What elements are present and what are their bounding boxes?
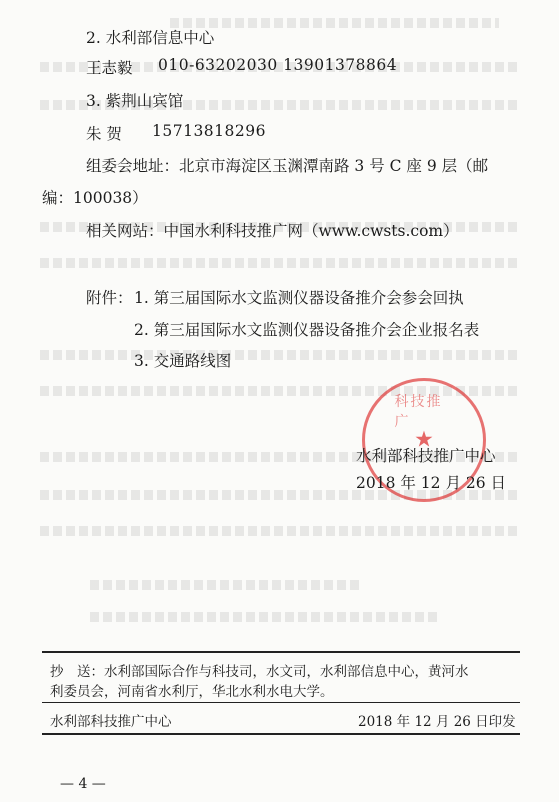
contact-item-3-title: 3. 紫荆山宾馆 <box>86 92 184 110</box>
cc-bottom-rule <box>42 702 520 703</box>
cc-top-rule <box>42 651 520 653</box>
issuer-bottom-rule <box>42 733 520 735</box>
attachment-item-3: 3. 交通路线图 <box>134 352 232 370</box>
bleed-through <box>40 526 519 536</box>
contact-item-3-person: 朱 贺 <box>86 125 122 143</box>
bleed-through <box>170 18 499 28</box>
bleed-through <box>90 612 439 622</box>
page-number: — 4 — <box>60 776 106 792</box>
seal-star-icon: ★ <box>414 427 434 453</box>
attachment-item-2: 2. 第三届国际水文监测仪器设备推介会企业报名表 <box>134 321 480 339</box>
website-line: 相关网站：中国水利科技推广网（www.cwsts.com） <box>86 222 459 240</box>
bleed-through <box>90 580 359 590</box>
contact-item-2-title: 2. 水利部信息中心 <box>86 29 215 47</box>
contact-item-3-phone: 15713818296 <box>152 122 266 140</box>
attachments-label: 附件： <box>86 289 133 307</box>
seal-text: 科技推广 <box>394 394 443 430</box>
signature-date: 2018 年 12 月 26 日 <box>356 474 507 492</box>
signature-org: 水利部科技推广中心 <box>356 447 496 465</box>
contact-item-2-phones: 010-63202030 13901378864 <box>158 56 398 74</box>
address-line-1: 组委会地址：北京市海淀区玉渊潭南路 3 号 C 座 9 层（邮 <box>86 157 489 175</box>
bleed-through <box>40 258 519 268</box>
issuer-date: 2018 年 12 月 26 日印发 <box>358 714 516 730</box>
bleed-through <box>40 350 519 360</box>
address-line-2: 编：100038） <box>42 189 148 207</box>
issuer-org: 水利部科技推广中心 <box>50 714 172 730</box>
cc-line-2: 利委员会，河南省水利厅，华北水利水电大学。 <box>50 684 334 700</box>
attachment-item-1: 1. 第三届国际水文监测仪器设备推介会参会回执 <box>134 289 464 307</box>
contact-item-2-person: 王志毅 <box>86 59 133 77</box>
cc-line-1: 抄 送：水利部国际合作与科技司，水文司，水利部信息中心，黄河水 <box>50 664 469 680</box>
